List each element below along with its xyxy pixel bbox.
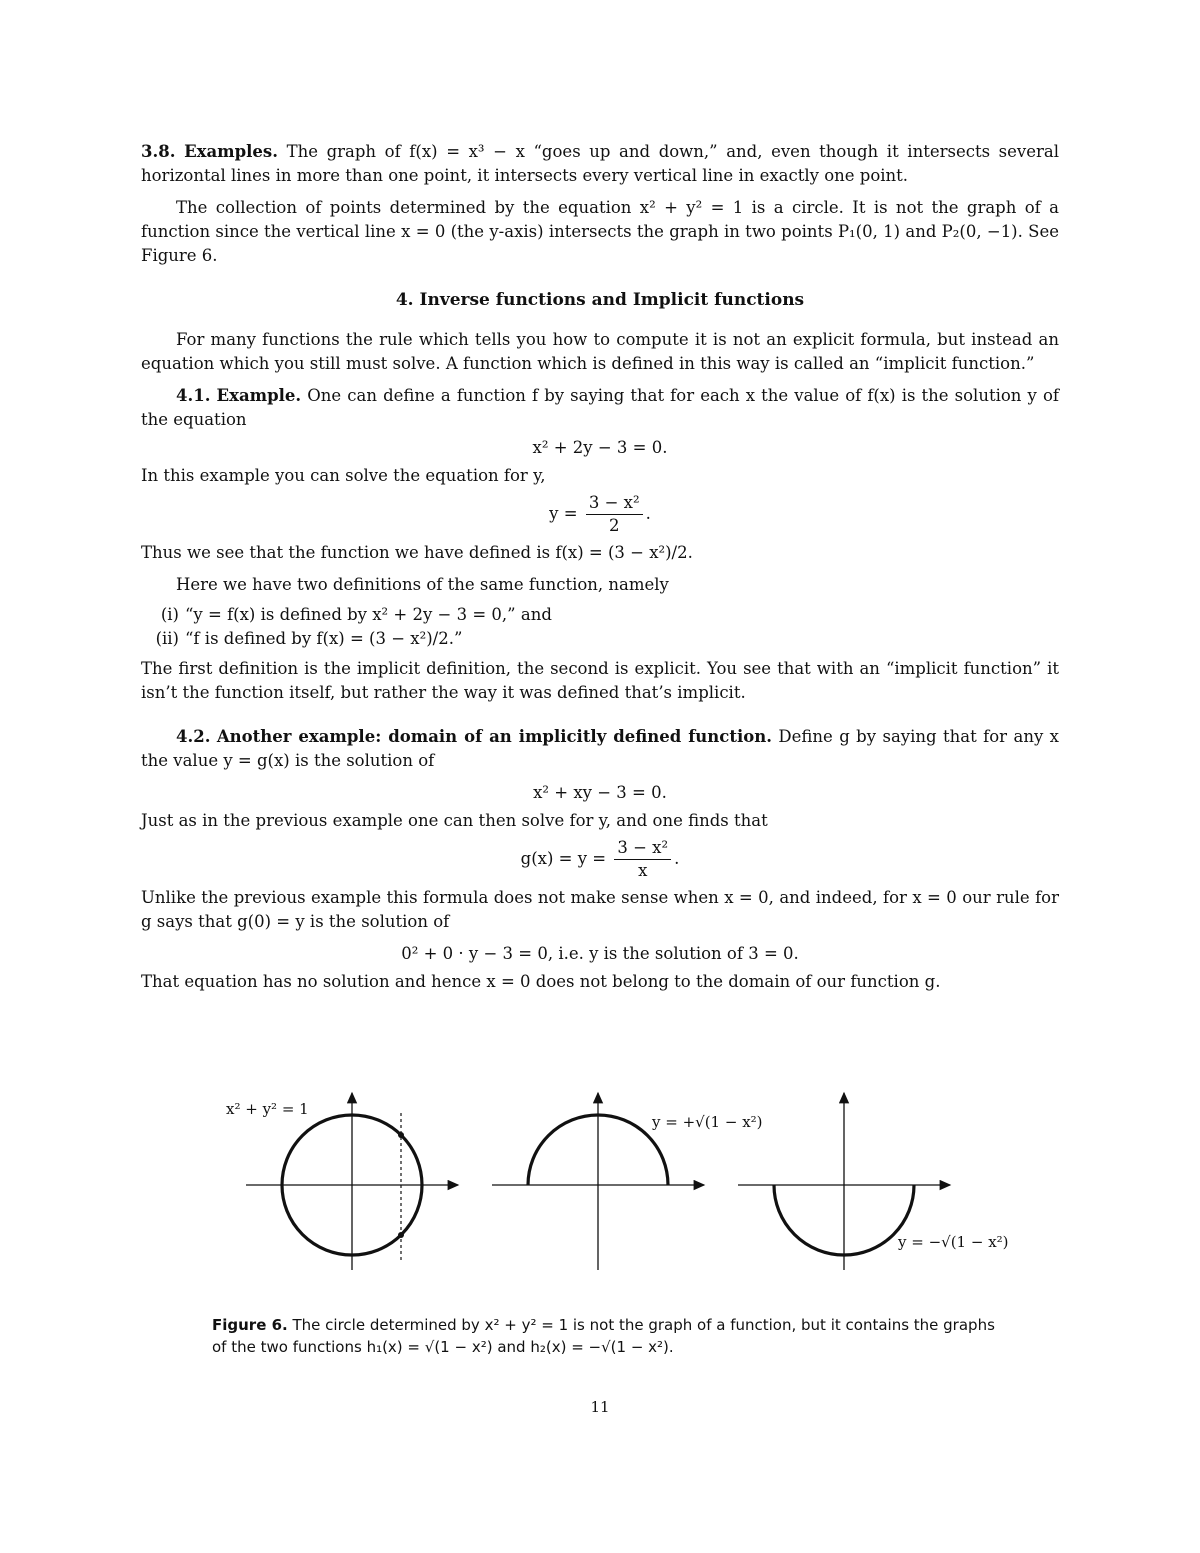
list-item-label: (ii)	[155, 629, 179, 648]
para-3-8-examples	[141, 140, 1059, 188]
paragraph-text: One can define a function f by saying that for each x the value of f(x) is the solution y of the equation	[141, 386, 1059, 429]
para-4-1-example	[141, 384, 1059, 432]
list-item-text: “f is defined by f(x) = (3 − x²)/2.”	[185, 629, 463, 648]
para-no-solution	[141, 970, 1059, 994]
para-unlike	[141, 886, 1059, 934]
paragraph-text: Here we have two definitions of the same function, namely	[176, 575, 669, 594]
equation-lhs: g(x) = y =	[520, 849, 607, 868]
paragraph-text: That equation has no solution and hence x = 0 does not belong to the domain of our function g.	[141, 972, 941, 991]
equation-end: .	[674, 849, 680, 868]
fraction	[614, 837, 671, 882]
fraction-denominator: 2	[608, 516, 620, 535]
paragraph-text: Unlike the previous example this formula does not make sense when x = 0, and indeed, for x = 0 our rule for g says that g(0) = y is the solution of	[141, 888, 1059, 931]
equation: x² + xy − 3 = 0.	[533, 783, 667, 802]
equation-lhs: y =	[549, 504, 578, 523]
list-item-text: “y = f(x) is defined by x² + 2y − 3 = 0,” and	[185, 605, 552, 624]
section-title: Another example: domain of an implicitly defined function.	[216, 727, 772, 746]
para-thus	[141, 541, 1059, 565]
equation-end: .	[645, 504, 651, 523]
section-heading: 4. Inverse functions and Implicit functions	[395, 290, 805, 310]
section-number: 4.2.	[176, 727, 211, 746]
section-number: 4.1.	[176, 386, 211, 405]
list-item-label: (i)	[160, 605, 179, 624]
fraction-denominator: x	[638, 861, 648, 880]
panel-lower-semicircle	[738, 1093, 1009, 1270]
para-implicit-explicit	[141, 657, 1059, 705]
equation: 0² + 0 · y − 3 = 0, i.e. y is the solution of 3 = 0.	[401, 944, 799, 963]
lower-function-label: y = −√(1 − x²)	[898, 1233, 1009, 1251]
figure-6-diagram	[210, 1085, 1030, 1295]
paragraph-text: In this example you can solve the equation for y,	[141, 466, 546, 485]
paragraph-text: Thus we see that the function we have defined is f(x) = (3 − x²)/2.	[141, 543, 693, 562]
list-item	[141, 627, 1059, 651]
page-body	[141, 140, 1059, 994]
paragraph-text: The collection of points determined by the equation x² + y² = 1 is a circle. It is not the graph of a function since the vertical line x = 0 (the y-axis) intersects the graph in two points P₁(0, 1) and P₂(0, −1). See Figure 6.	[141, 198, 1059, 265]
intersection-point	[398, 1232, 404, 1238]
page-number: 11	[590, 1398, 610, 1416]
paragraph-text: Define g by saying that for any x the value y = g(x) is the solution of	[141, 727, 1059, 770]
para-intro	[141, 328, 1059, 376]
para-two-definitions	[141, 573, 1059, 597]
intersection-point	[398, 1132, 404, 1138]
circle-label: x² + y² = 1	[226, 1100, 309, 1118]
fraction	[586, 492, 643, 537]
equation-fraction	[141, 492, 1059, 537]
figure-6	[210, 1085, 1030, 1295]
list-item	[141, 603, 1059, 627]
para-4-2-example	[141, 725, 1059, 773]
paragraph-text: For many functions the rule which tells you how to compute it is not an explicit formula, but instead an equation which you still must solve. A function which is defined in this way is called an “implicit function.”	[141, 330, 1059, 373]
figure-caption	[212, 1314, 1012, 1358]
section-title: Examples.	[184, 142, 278, 161]
panel-upper-semicircle	[492, 1093, 763, 1270]
paragraph-text: The first definition is the implicit definition, the second is explicit. You see that with an “implicit function” it isn’t the function itself, but rather the way it was defined that’s implicit.	[141, 659, 1059, 702]
equation-fraction	[141, 837, 1059, 882]
section-title: Example.	[216, 386, 302, 405]
definition-list	[141, 603, 1059, 651]
panel-full-circle	[226, 1093, 458, 1270]
para-solve	[141, 464, 1059, 488]
fraction-numerator: 3 − x²	[586, 492, 643, 515]
caption-text: The circle determined by x² + y² = 1 is not the graph of a function, but it contains the graphs of the two functions h₁(x) = √(1 − x²) and h₂(x) = −√(1 − x²).	[212, 1316, 995, 1356]
section-number: 3.8.	[141, 142, 176, 161]
paragraph-text: The graph of f(x) = x³ − x “goes up and down,” and, even though it intersects several horizontal lines in more than one point, it intersects every vertical line in exactly one point.	[141, 142, 1059, 185]
paragraph-text: Just as in the previous example one can then solve for y, and one finds that	[141, 811, 768, 830]
para-circle	[141, 196, 1059, 268]
para-just-as	[141, 809, 1059, 833]
caption-label: Figure 6.	[212, 1316, 288, 1334]
equation: x² + 2y − 3 = 0.	[532, 438, 668, 457]
upper-function-label: y = +√(1 − x²)	[652, 1113, 763, 1131]
fraction-numerator: 3 − x²	[614, 837, 671, 860]
